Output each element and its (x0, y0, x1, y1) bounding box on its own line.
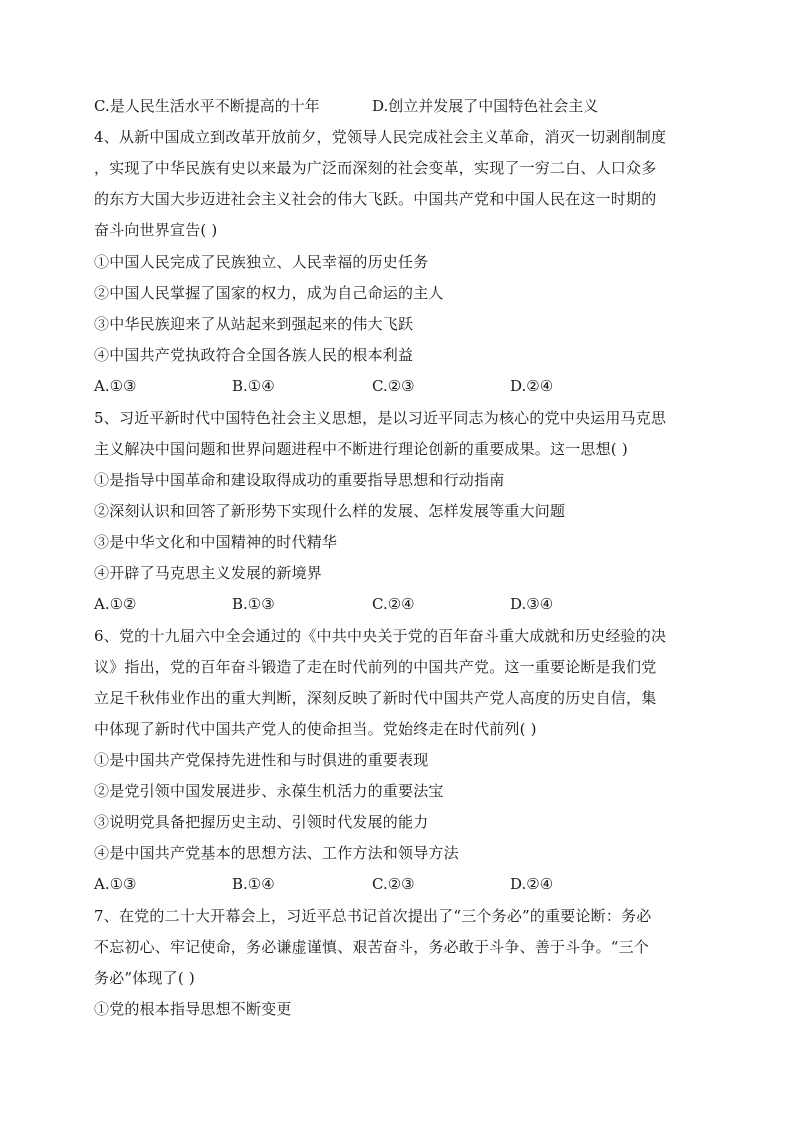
q5-item-2: ②深刻认识和回答了新形势下实现什么样的发展、怎样发展等重大问题 (94, 502, 566, 520)
q6-option-b: B.①④ (232, 875, 275, 893)
q4-stem-line-2: ，实现了中华民族有史以来最为广泛而深刻的社会变革，实现了一穷二白、人口众多 (94, 159, 657, 177)
q6-stem-line-3: 立足千秋伟业作出的重大判断，深刻反映了新时代中国共产党人高度的历史自信，集 (94, 689, 657, 707)
q4-option-d: D.②④ (510, 377, 554, 395)
q6-stem-line-2: 议》指出，党的百年奋斗锻造了走在时代前列的中国共产党。这一重要论断是我们党 (94, 658, 657, 676)
q6-stem-line-1: 6、党的十九届六中全会通过的《中共中央关于党的百年奋斗重大成就和历史经验的决 (94, 627, 667, 645)
q6-item-1: ①是中国共产党保持先进性和与时俱进的重要表现 (94, 751, 429, 769)
q5-stem-line-1: 5、习近平新时代中国特色社会主义思想，是以习近平同志为核心的党中央运用马克思 (94, 409, 667, 427)
q7-stem-line-1: 7、在党的二十大开幕会上，习近平总书记首次提出了“三个务必”的重要论断：务必 (94, 907, 652, 925)
q4-stem-line-4: 奋斗向世界宣告( ) (94, 221, 218, 239)
q4-item-3: ③中华民族迎来了从站起来到强起来的伟大飞跃 (94, 315, 414, 333)
q5-option-b: B.①③ (232, 595, 275, 613)
q6-item-2: ②是党引领中国发展进步、永葆生机活力的重要法宝 (94, 782, 444, 800)
q5-option-a: A.①② (94, 595, 137, 613)
q5-option-d: D.③④ (510, 595, 554, 613)
q6-item-3: ③说明党具备把握历史主动、引领时代发展的能力 (94, 813, 429, 831)
q5-item-3: ③是中华文化和中国精神的时代精华 (94, 533, 338, 551)
q4-option-c: C.②③ (372, 377, 415, 395)
q7-stem-line-2: 不忘初心、牢记使命，务必谦虚谨慎、艰苦奋斗，务必敢于斗争、善于斗争。“三个 (94, 938, 650, 956)
q5-stem-line-2: 主义解决中国问题和世界问题进程中不断进行理论创新的重要成果。这一思想( ) (94, 440, 628, 458)
q4-item-4: ④中国共产党执政符合全国各族人民的根本利益 (94, 346, 414, 364)
q4-item-1: ①中国人民完成了民族独立、人民幸福的历史任务 (94, 253, 429, 271)
q4-item-2: ②中国人民掌握了国家的权力，成为自己命运的主人 (94, 284, 444, 302)
option-c-prev: C.是人民生活水平不断提高的十年 (94, 97, 320, 115)
q6-option-c: C.②③ (372, 875, 415, 893)
q7-item-1: ①党的根本指导思想不断变更 (94, 1000, 292, 1018)
q5-option-c: C.②④ (372, 595, 415, 613)
q4-stem-line-3: 的东方大国大步迈进社会主义社会的伟大飞跃。中国共产党和中国人民在这一时期的 (94, 190, 657, 208)
q4-stem-line-1: 4、从新中国成立到改革开放前夕，党领导人民完成社会主义革命，消灭一切剥削制度 (94, 128, 667, 146)
q6-option-d: D.②④ (510, 875, 554, 893)
q4-option-a: A.①③ (94, 377, 137, 395)
q7-stem-line-3: 务必”体现了( ) (94, 969, 195, 987)
q5-item-1: ①是指导中国革命和建设取得成功的重要指导思想和行动指南 (94, 471, 505, 489)
q5-item-4: ④开辟了马克思主义发展的新境界 (94, 564, 323, 582)
q6-stem-line-4: 中体现了新时代中国共产党人的使命担当。党始终走在时代前列( ) (94, 720, 537, 738)
q6-item-4: ④是中国共产党基本的思想方法、工作方法和领导方法 (94, 844, 459, 862)
option-d-prev: D.创立并发展了中国特色社会主义 (372, 97, 599, 115)
q4-option-b: B.①④ (232, 377, 275, 395)
q6-option-a: A.①③ (94, 875, 137, 893)
